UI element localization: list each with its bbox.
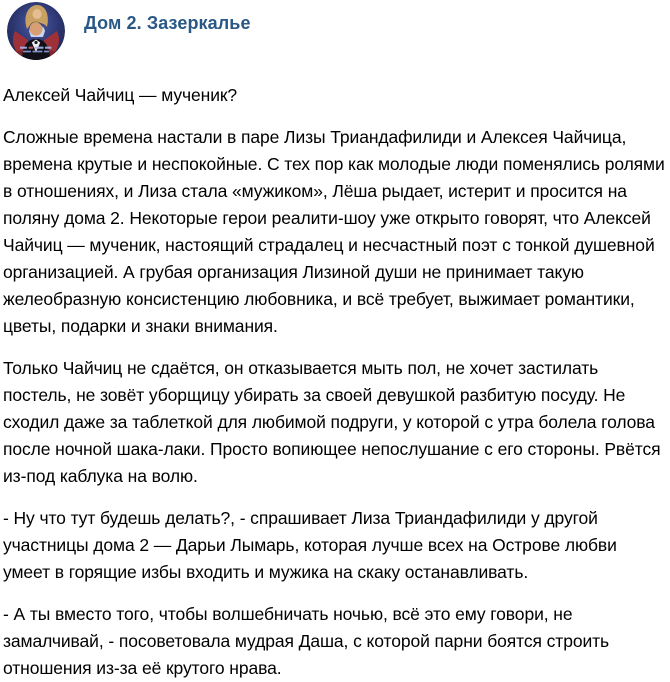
post-heading: Алексей Чайчиц — мученик? xyxy=(3,85,238,105)
post-paragraph: Только Чайчиц не сдаётся, он отказывается мыть пол, не хочет застилать постель, не зовёт уборщицу убирать за своей девушкой разбитую посуду. Не сходил даже за таблеткой для любимой подруги, у которой с утра болела голова после ночной шака-лаки. Просто вопиющее непослушание с его стороны. Рвётся из-под каблука на волю. xyxy=(3,358,661,486)
group-avatar-image xyxy=(7,2,65,60)
group-avatar[interactable] xyxy=(7,2,65,60)
post-paragraph: Сложные времена настали в паре Лизы Триандафилиди и Алексея Чайчица, времена крутые и неспокойные. С тех пор как молодые люди поменялись ролями в отношениях, и Лиза стала «мужиком», Лёша рыдает, истерит и просится на поляну дома 2. Некоторые герои реалити-шоу уже открыто говорят, что Алексей Чайчиц — мученик, настоящий страдалец и несчастный поэт с тонкой душевной организацией. А грубая организация Лизиной души не принимает такую желеобразную консистенцию любовника, и всё требует, выжимает романтики, цветы, подарки и знаки внимания. xyxy=(3,127,665,336)
post-paragraph: - А ты вместо того, чтобы волшебничать ночью, всё это ему говори, не замалчивай, - посоветовала мудрая Даша, с которой парни боятся строить отношения из-за её крутого нрава. xyxy=(3,604,610,678)
group-name-link[interactable]: Дом 2. Зазеркалье xyxy=(84,13,251,33)
post-header xyxy=(0,0,670,62)
post-paragraph: - Ну что тут будешь делать?, - спрашивает Лиза Триандафилиди у другой участницы дома 2 — Дарьи Лымарь, которая лучше всех на Острове любви умеет в горящие избы входить и мужика на скаку останавливать. xyxy=(3,508,617,582)
post-text xyxy=(3,82,667,682)
